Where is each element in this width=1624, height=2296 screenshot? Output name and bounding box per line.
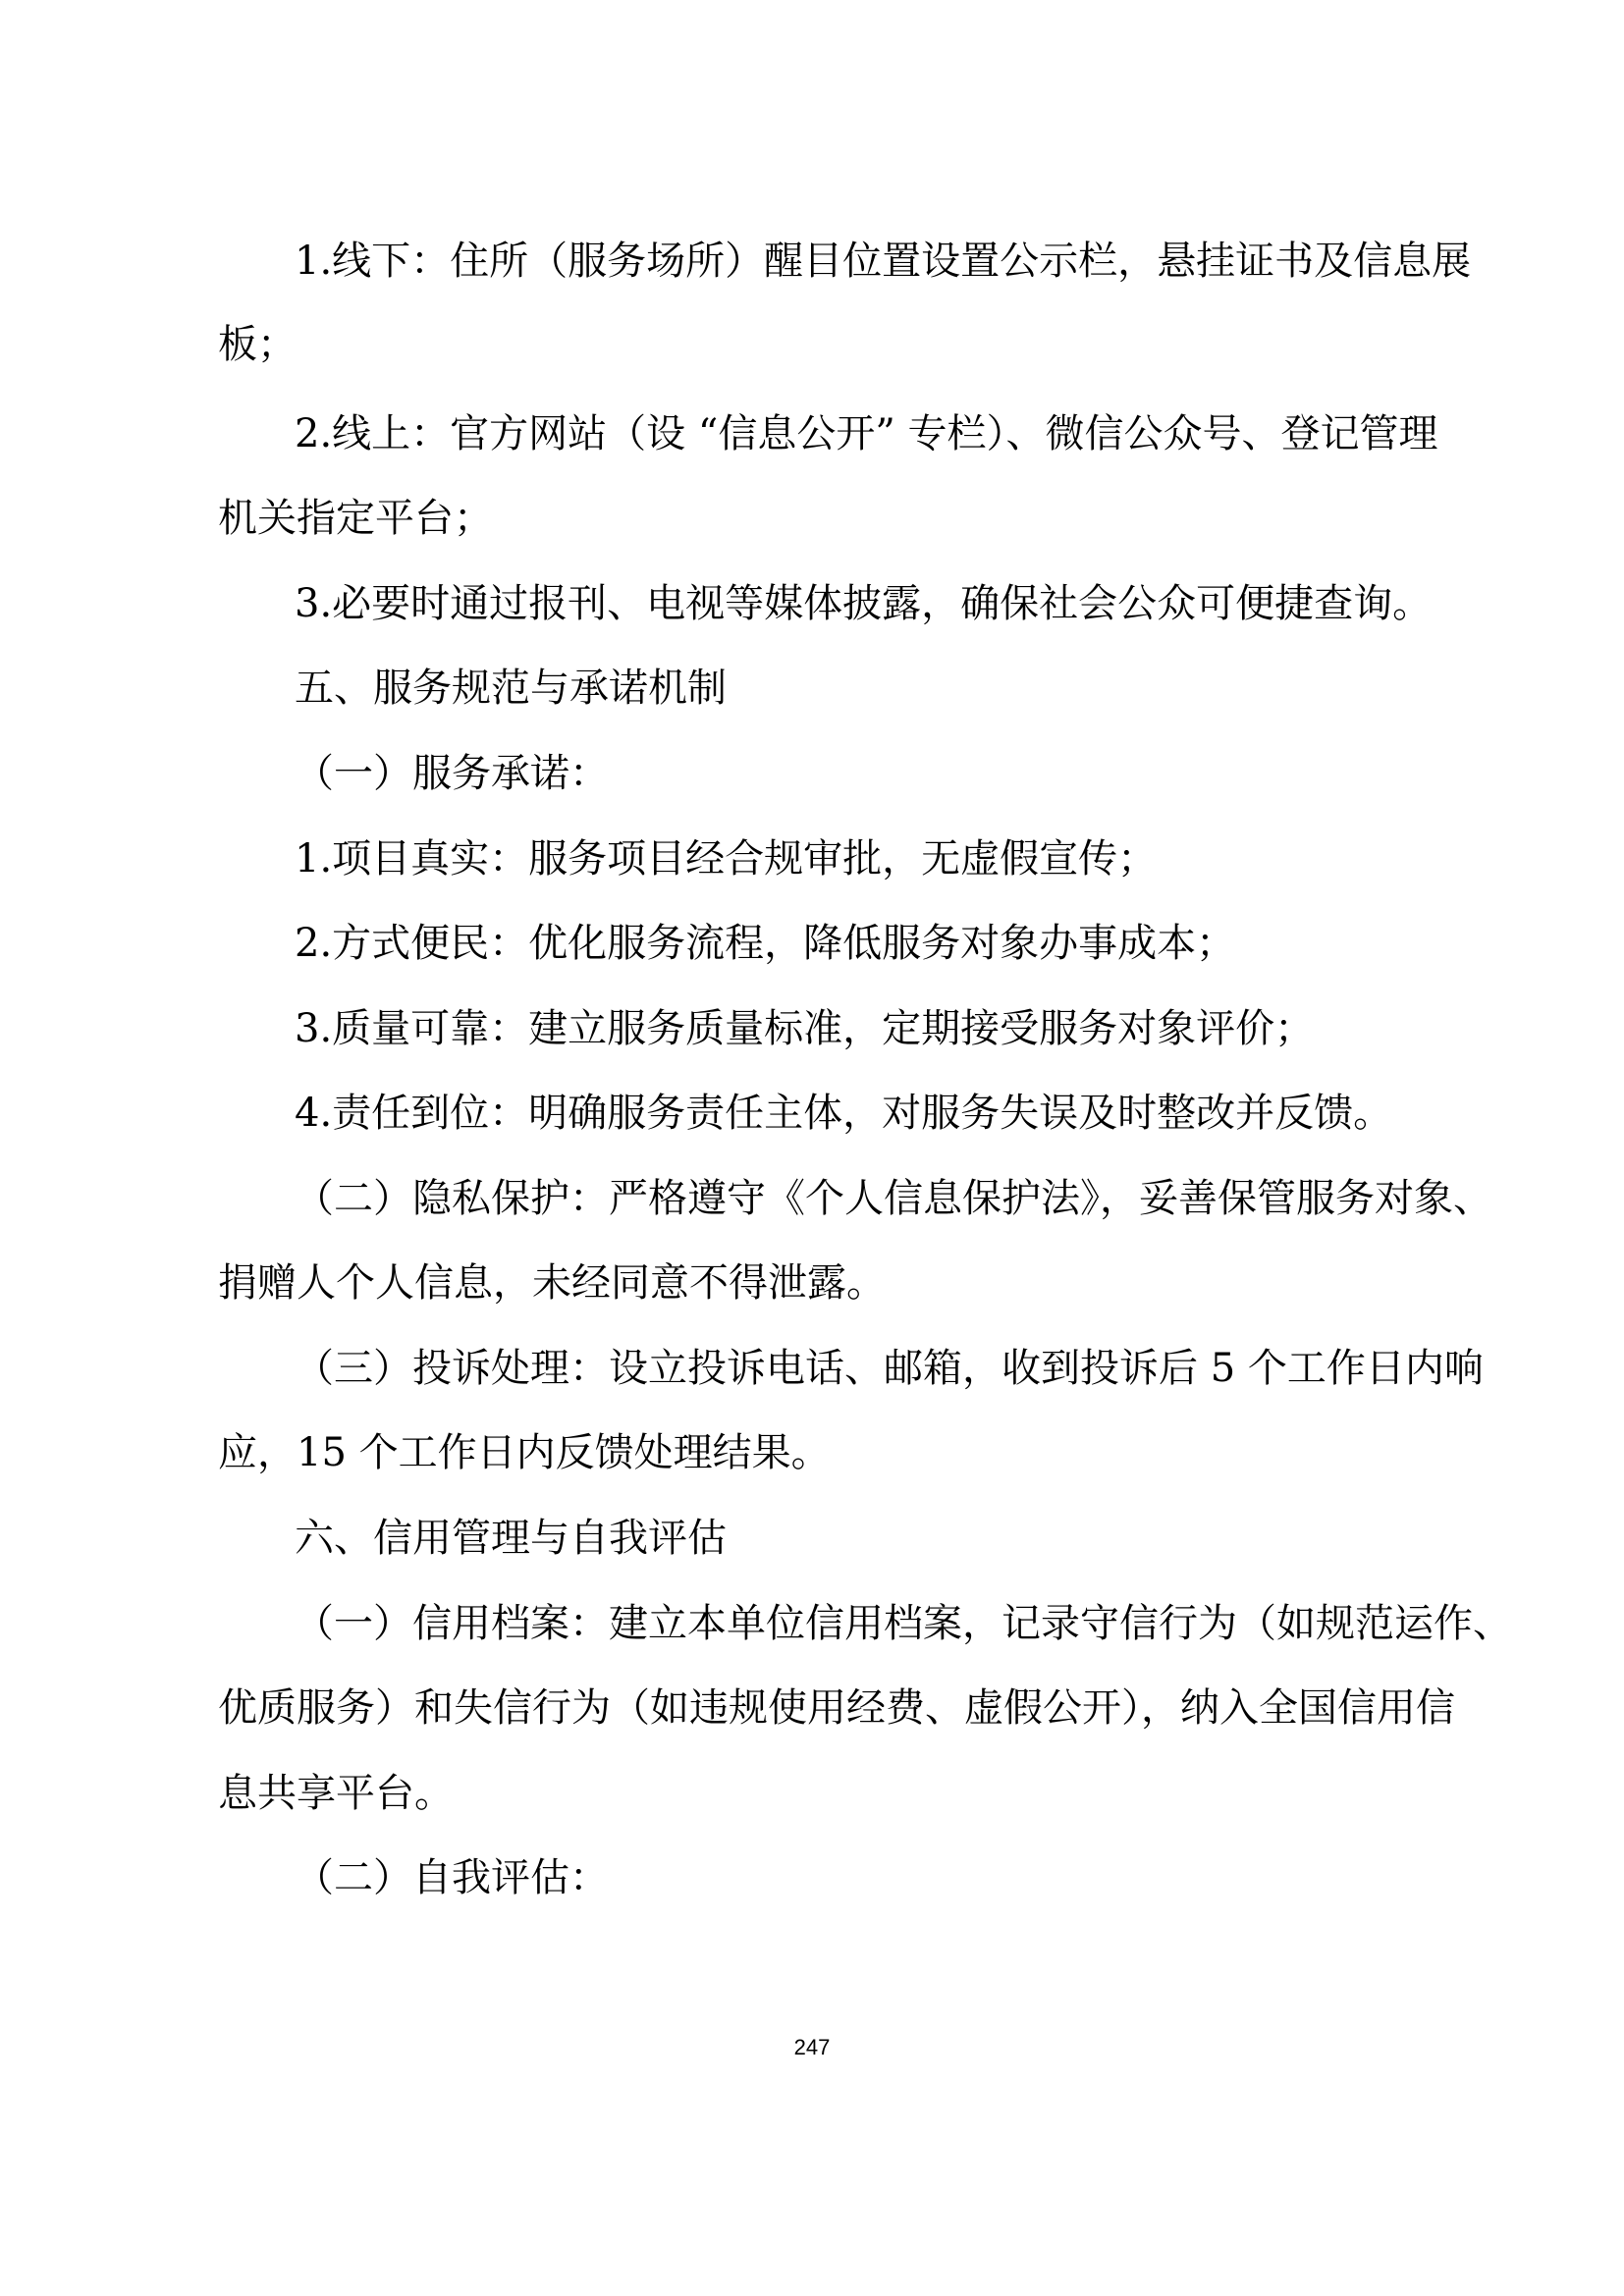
paragraph-line <box>0 236 1624 287</box>
paragraph-line <box>0 1768 1624 1819</box>
line-text: 板； <box>218 322 297 367</box>
line-text: 3.必要时通过报刊、电视等媒体披露，确保社会公众可便捷查询。 <box>295 581 1433 626</box>
line-text: 4.责任到位：明确服务责任主体，对服务失误及时整改并反馈。 <box>295 1091 1393 1136</box>
line-text: （一）服务承诺： <box>295 751 609 796</box>
paragraph-line <box>0 319 1624 370</box>
paragraph-line <box>0 1343 1624 1394</box>
paragraph-line <box>0 833 1624 884</box>
section-heading <box>0 1513 1624 1564</box>
line-text: 应，15 个工作日内反馈处理结果。 <box>218 1430 831 1475</box>
line-text: 息共享平台。 <box>218 1771 454 1816</box>
paragraph-line <box>0 1088 1624 1139</box>
line-text: （二）隐私保护：严格遵守《个人信息保护法》，妥善保管服务对象、 <box>295 1176 1492 1221</box>
line-text: 捐赠人个人信息，未经同意不得泄露。 <box>218 1260 886 1306</box>
line-text: （三）投诉处理：设立投诉电话、邮箱，收到投诉后 5 个工作日内响 <box>295 1346 1484 1391</box>
subsection-heading <box>0 748 1624 799</box>
paragraph-line <box>0 1173 1624 1224</box>
line-text: （一）信用档案：建立本单位信用档案，记录守信行为（如规范运作、 <box>295 1601 1512 1646</box>
paragraph-line <box>0 918 1624 969</box>
section-heading <box>0 663 1624 714</box>
line-text: 1.线下：住所（服务场所）醒目位置设置公示栏，悬挂证书及信息展 <box>295 239 1472 284</box>
line-text: 2.方式便民：优化服务流程，降低服务对象办事成本； <box>295 921 1236 966</box>
line-text: 优质服务）和失信行为（如违规使用经费、虚假公开），纳入全国信用信 <box>218 1685 1455 1731</box>
paragraph-line <box>0 1598 1624 1649</box>
line-text: 五、服务规范与承诺机制 <box>295 666 727 711</box>
paragraph-line <box>0 1682 1624 1734</box>
line-text: 六、信用管理与自我评估 <box>295 1516 727 1561</box>
paragraph-line <box>0 1003 1624 1054</box>
line-text: （二）自我评估： <box>295 1855 609 1900</box>
line-text: 机关指定平台； <box>218 496 493 541</box>
line-text: 1.项目真实：服务项目经合规审批，无虚假宣传； <box>295 836 1158 881</box>
paragraph-line <box>0 493 1624 544</box>
paragraph-line <box>0 578 1624 629</box>
paragraph-line <box>0 1427 1624 1478</box>
paragraph-line <box>0 1257 1624 1308</box>
subsection-heading <box>0 1852 1624 1903</box>
line-text: 3.质量可靠：建立服务质量标准，定期接受服务对象评价； <box>295 1006 1315 1051</box>
page-number: 247 <box>793 2035 831 2059</box>
line-text: 2.线上：官方网站（设 “信息公开” 专栏）、微信公众号、登记管理 <box>295 411 1438 456</box>
paragraph-line <box>0 408 1624 459</box>
